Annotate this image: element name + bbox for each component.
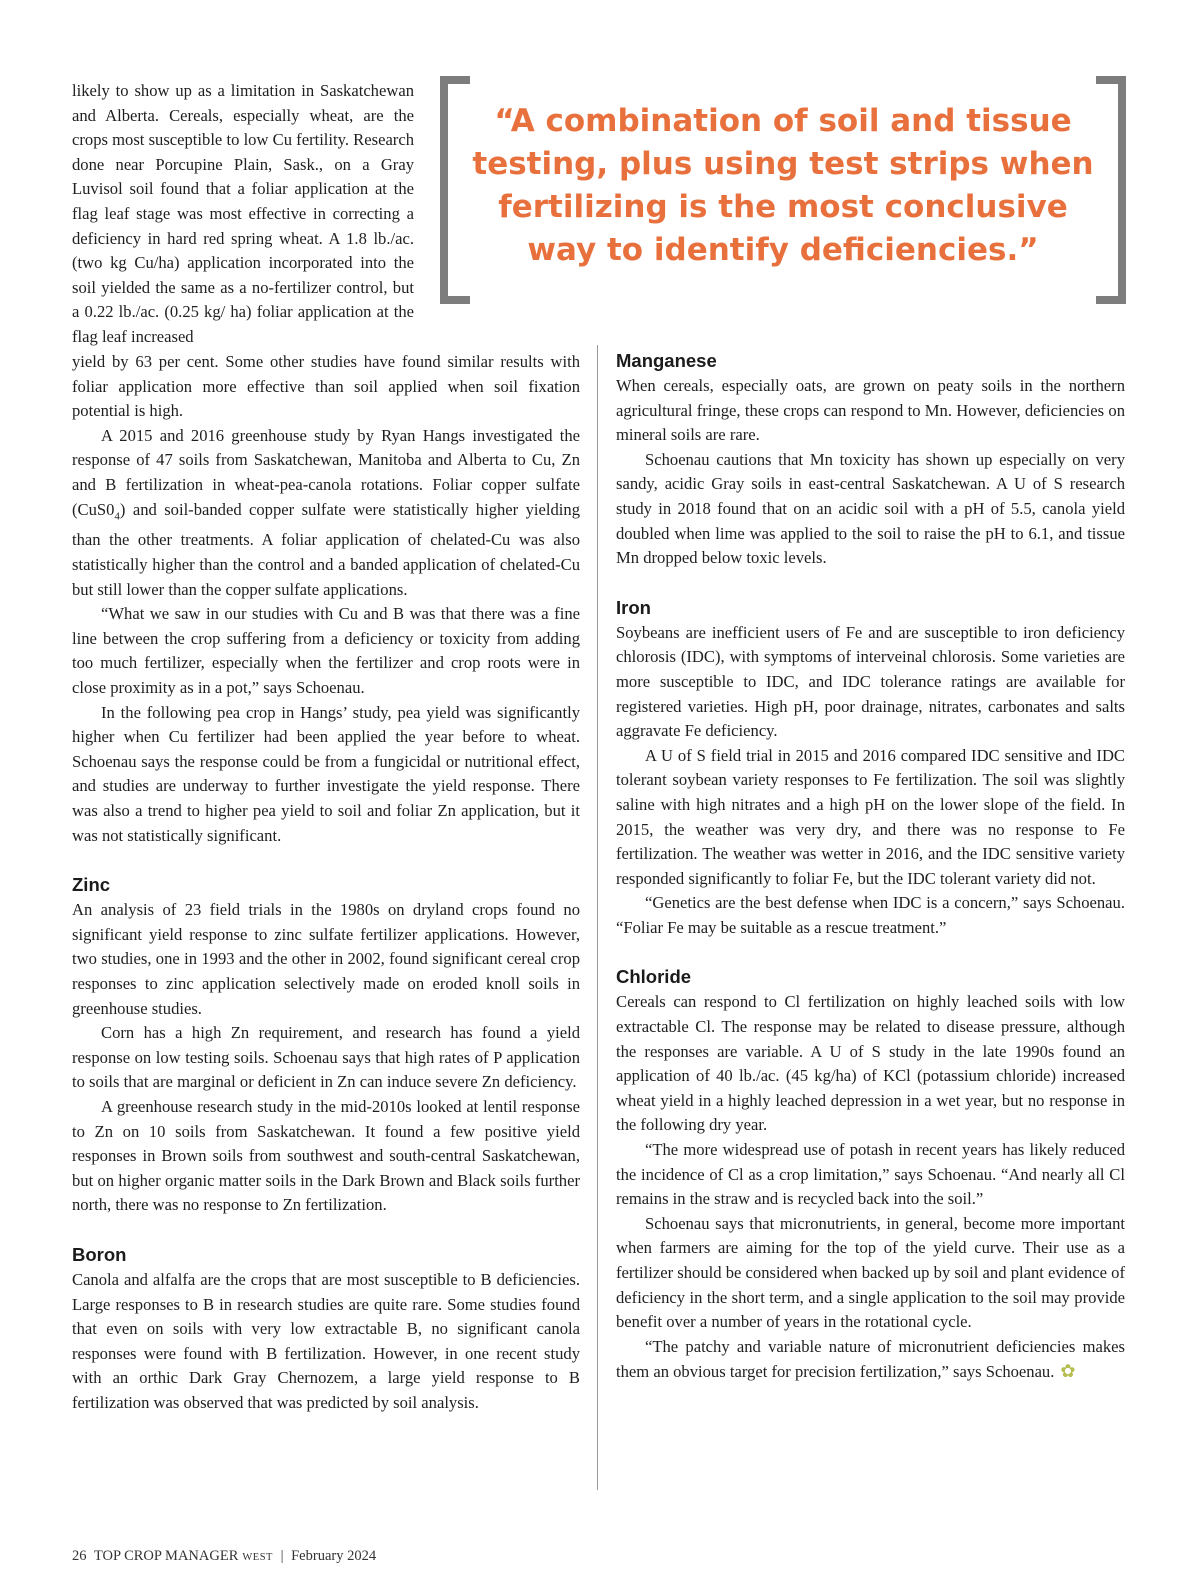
paragraph: Schoenau says that micronutrients, in general, become more important when farmers are aiming for the top of the yield curve. Their use as a fertilizer should be considered when backed up by soil and plant evidence of deficiency in the short term, and a single application to the soil may provide benefit over a number of years in the rotational cycle. <box>616 1213 1125 1332</box>
page-number: 26 <box>72 1548 87 1564</box>
paragraph: When cereals, especially oats, are grown on peaty soils in the northern agricultural fringe, these crops can respond to Mn. However, deficiencies on mineral soils are rare. <box>616 376 1125 445</box>
paragraph: A U of S field trial in 2015 and 2016 compared IDC sensitive and IDC tolerant soybean variety responses to Fe fertilization. The soil was slightly saline with high nitrates and a high pH on the lower slope of the field. In 2015, the weather was very dry, and there was no response to Fe fertilization. The weather was wetter in 2016, and the IDC sensitive variety responded significantly to foliar Fe, but the IDC tolerant variety did not. <box>616 745 1125 888</box>
paragraph: A greenhouse research study in the mid-2010s looked at lentil response to Zn on 10 soils from Saskatchewan. It found a few positive yield responses in Brown soils from southwest and south-central Saskatchewan, but on higher organic matter soils in the Dark Brown and Black soils further north, there was no response to Zn fertilization. <box>72 1096 580 1215</box>
paragraph <box>72 424 580 602</box>
issue-date: February 2024 <box>291 1548 377 1564</box>
paragraph: Canola and alfalfa are the crops that are most susceptible to B deficiencies. Large responses to B in research studies are quite rare. Some studies found that even on soils with very low extractable B, no significant canola responses were found with B fertilization. However, in one recent study with an orthic Dark Gray Chernozem, a large yield response to B fertilization was observed that was predicted by soil analysis. <box>72 1269 580 1412</box>
paragraph: “Genetics are the best defense when IDC is a concern,” says Schoenau. “Foliar Fe may be suitable as a rescue treatment.” <box>616 893 1125 937</box>
left-column-main <box>72 350 580 1415</box>
text-run: “The patchy and variable nature of micronutrient deficiencies makes them an obvious target for precision fertilization,” says Schoenau. <box>616 1336 1125 1382</box>
paragraph: Schoenau cautions that Mn toxicity has shown up especially on very sandy, acidic Gray soils in east-central Saskatchewan. A U of S research study in 2018 found that on an acidic soil with a pH of 5.5, canola yield doubled when lime was applied to the soil to raise the pH to 6.1, and tissue Mn dropped below toxic levels. <box>616 449 1125 568</box>
left-column-top <box>72 79 414 350</box>
paragraph <box>616 1335 1125 1385</box>
subscript: 4 <box>114 509 120 522</box>
text-run: A 2015 and 2016 greenhouse study by Ryan Hangs investigated the response of 47 soils from Saskatchewan, Manitoba and Alberta to Cu, Zn and B fertilization in wheat-pea-canola rotations. Foliar copper sulfate (CuS0 <box>72 425 580 519</box>
paragraph: “What we saw in our studies with Cu and B was that there was a fine line between the crop suffering from a deficiency or toxicity from adding too much fertilizer, especially when the fertilizer and crop roots were in close proximity as in a pot,” says Schoenau. <box>72 604 580 698</box>
pull-quote <box>440 76 1126 304</box>
footer-separator: | <box>280 1548 284 1564</box>
paragraph: In the following pea crop in Hangs’ study, pea yield was significantly higher when Cu fertilizer had been applied the year before to wheat. Schoenau says the response could be from a fungicidal or nutritional effect, and studies are underway to further investigate the yield response. There was also a trend to higher pea yield to soil and foliar Zn application, but it was not statistically significant. <box>72 702 580 845</box>
page-footer <box>72 1548 380 1565</box>
column-divider <box>597 345 598 1490</box>
paragraph: An analysis of 23 field trials in the 1980s on dryland crops found no significant yield response to zinc sulfate fertilizer applications. However, two studies, one in 1993 and the other in 2002, found significant cereal crop responses to zinc application selectively made on eroded knoll soils in greenhouse studies. <box>72 900 580 1018</box>
paragraph: likely to show up as a limitation in Saskatchewan and Alberta. Cereals, especially wheat, are the crops most susceptible to low Cu fertility. Research done near Porcupine Plain, Sask., on a Gray Luvisol soil found that a foliar application at the flag leaf stage was most effective in correcting a deficiency in hard red spring wheat. A 1.8 lb./ac. (two kg Cu/ha) application incorporated into the soil yielded the same as a no-fertilizer control, but a 0.22 lb./ac. (0.25 kg/ ha) foliar application at the flag leaf increased <box>72 81 414 346</box>
magazine-name: TOP CROP MANAGER <box>93 1548 239 1564</box>
paragraph: Cereals can respond to Cl fertilization on highly leached soils with low extractable Cl. The response may be related to disease pressure, although the responses are variable. A U of S study in the late 1990s found an application of 40 lb./ac. (45 kg/ha) of KCl (potassium chloride) increased wheat yield in a highly leached depression in a wet year, but no response in the following dry year. <box>616 992 1125 1135</box>
section-heading-zinc: Zinc <box>72 874 111 896</box>
leaf-icon: ✿ <box>1060 1361 1076 1382</box>
section-heading-manganese: Manganese <box>616 350 717 371</box>
right-column <box>616 349 1125 1385</box>
section-heading-boron: Boron <box>72 1243 127 1265</box>
magazine-edition: WEST <box>242 1552 273 1563</box>
paragraph: Soybeans are inefficient users of Fe and are susceptible to iron deficiency chlorosis (IDC), with symptoms of interveinal chlorosis. Some varieties are more susceptible to IDC, and IDC tolerance ratings are available for registered varieties. High pH, poor drainage, nitrates, carbonates and salts aggravate Fe deficiency. <box>616 622 1125 741</box>
section-heading-chloride: Chloride <box>616 966 692 988</box>
text-run: ) and soil-banded copper sulfate were statistically higher yielding than the other treatments. A foliar application of chelated-Cu was also statistically higher than the control and a banded application of chelated-Cu but still lower than the copper sulfate applications. <box>72 499 580 599</box>
section-heading-iron: Iron <box>616 596 651 618</box>
paragraph: Corn has a high Zn requirement, and research has found a yield response on low testing soils. Schoenau says that high rates of P application to soils that are marginal or deficient in Zn can induce severe Zn deficiency. <box>72 1023 580 1092</box>
paragraph: yield by 63 per cent. Some other studies have found similar results with foliar application more effective than soil applied when soil fixation potential is high. <box>72 352 580 421</box>
pull-quote-text: “A combination of soil and tissue testing, plus using test strips when fertilizing is the most conclusive way to identify deficiencies.” <box>472 103 1094 268</box>
paragraph: “The more widespread use of potash in recent years has likely reduced the incidence of Cl as a crop limitation,” says Schoenau. “And nearly all Cl remains in the straw and is recycled back into the soil.” <box>616 1140 1125 1209</box>
